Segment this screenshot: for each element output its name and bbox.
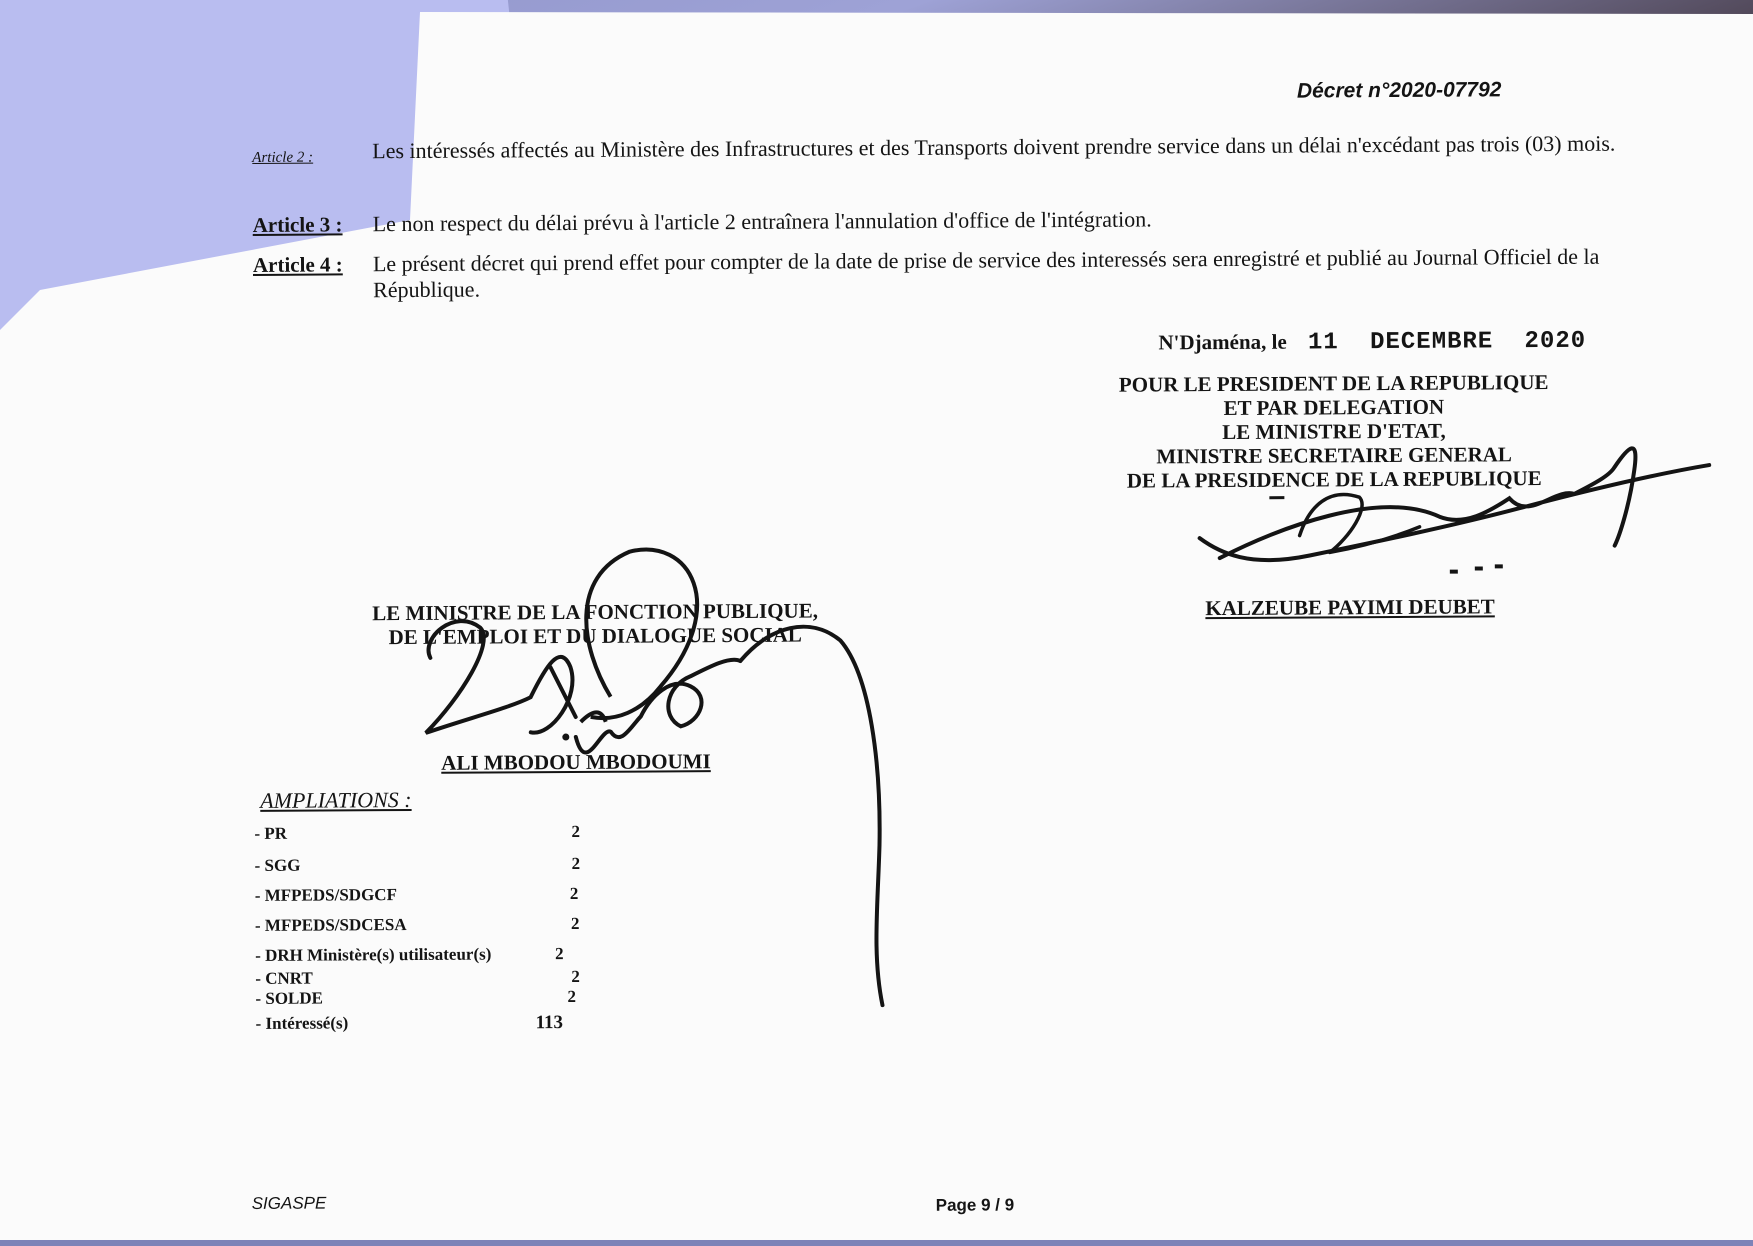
article-2-label: Article 2 : xyxy=(252,149,314,166)
ampliation-count: 2 xyxy=(570,913,580,934)
article-4-label: Article 4 : xyxy=(252,252,343,277)
list-item xyxy=(255,1012,564,1034)
ampliation-label: - PR xyxy=(254,823,288,843)
dateline-month: DECEMBRE xyxy=(1369,328,1494,357)
article-2 xyxy=(252,131,1622,165)
dateline-year: 2020 xyxy=(1524,327,1587,356)
ampliation-label: - CNRT xyxy=(255,968,313,988)
list-item xyxy=(255,986,576,1009)
president-line-1: POUR LE PRESIDENT DE LA REPUBLIQUE xyxy=(1118,370,1549,397)
footer-system-name: SIGASPE xyxy=(251,1193,327,1213)
ampliation-count: 2 xyxy=(571,966,580,987)
article-4-text: Le présent décret qui prend effet pour compter de la date de prise de service des interessés sera enregistré et publié au Journal Officiel de la République. xyxy=(372,243,1600,303)
article-3-label: Article 3 : xyxy=(252,212,343,237)
list-item xyxy=(254,883,579,906)
ampliation-label: - SGG xyxy=(254,855,301,875)
president-line-5: DE LA PRESIDENCE DE LA REPUBLIQUE xyxy=(1126,466,1542,493)
ampliations-title: AMPLIATIONS : xyxy=(260,786,412,813)
article-3 xyxy=(253,204,1623,238)
president-signature-icon xyxy=(1189,425,1710,598)
dateline-day: 11 xyxy=(1307,329,1339,357)
footer-page-number: Page 9 / 9 xyxy=(935,1195,1015,1215)
list-item xyxy=(254,821,580,844)
ampliation-count: 2 xyxy=(571,853,581,874)
article-3-text: Le non respect du délai prévu à l'article 2 entraînera l'annulation d'office de l'intégration. xyxy=(372,206,1152,237)
decree-number: Décret n°2020-07792 xyxy=(1296,78,1502,103)
ampliation-label: - SOLDE xyxy=(255,988,324,1008)
president-signatory-name: KALZEUBE PAYIMI DEUBET xyxy=(1205,594,1495,621)
ampliation-label: - MFPEDS/SDGCF xyxy=(254,885,397,905)
president-line-3: LE MINISTRE D'ETAT, xyxy=(1222,418,1446,445)
minister-line-1: LE MINISTRE DE LA FONCTION PUBLIQUE, xyxy=(372,598,819,626)
list-item xyxy=(254,913,580,936)
president-line-4: MINISTRE SECRETAIRE GENERAL xyxy=(1156,442,1512,469)
ampliation-count: 2 xyxy=(555,944,564,964)
list-item xyxy=(254,853,581,876)
ampliation-label: - MFPEDS/SDCESA xyxy=(254,915,407,935)
list-item xyxy=(255,944,564,966)
dateline xyxy=(1158,328,1586,358)
article-2-text: Les intéressés affectés au Ministère des Infrastructures et des Transports doivent prendre service dans un délai n'excédant pas trois (03) mois. xyxy=(372,130,1616,164)
list-item xyxy=(255,966,580,989)
ampliation-count: 2 xyxy=(569,883,579,904)
article-4 xyxy=(253,244,1623,304)
ampliation-count: 113 xyxy=(535,1012,564,1034)
ampliation-count: 2 xyxy=(567,986,576,1007)
minister-signatory-name: ALI MBODOU MBODOUMI xyxy=(441,749,711,775)
ampliation-count: 2 xyxy=(571,821,580,842)
ampliation-label: - Intéressé(s) xyxy=(255,1013,349,1033)
minister-line-2: DE L'EMPLOI ET DU DIALOGUE SOCIAL xyxy=(388,622,802,650)
ampliation-label: - DRH Ministère(s) utilisateur(s) xyxy=(255,944,492,965)
president-line-2: ET PAR DELEGATION xyxy=(1223,394,1445,421)
dateline-place: N'Djaména, le xyxy=(1158,329,1287,355)
